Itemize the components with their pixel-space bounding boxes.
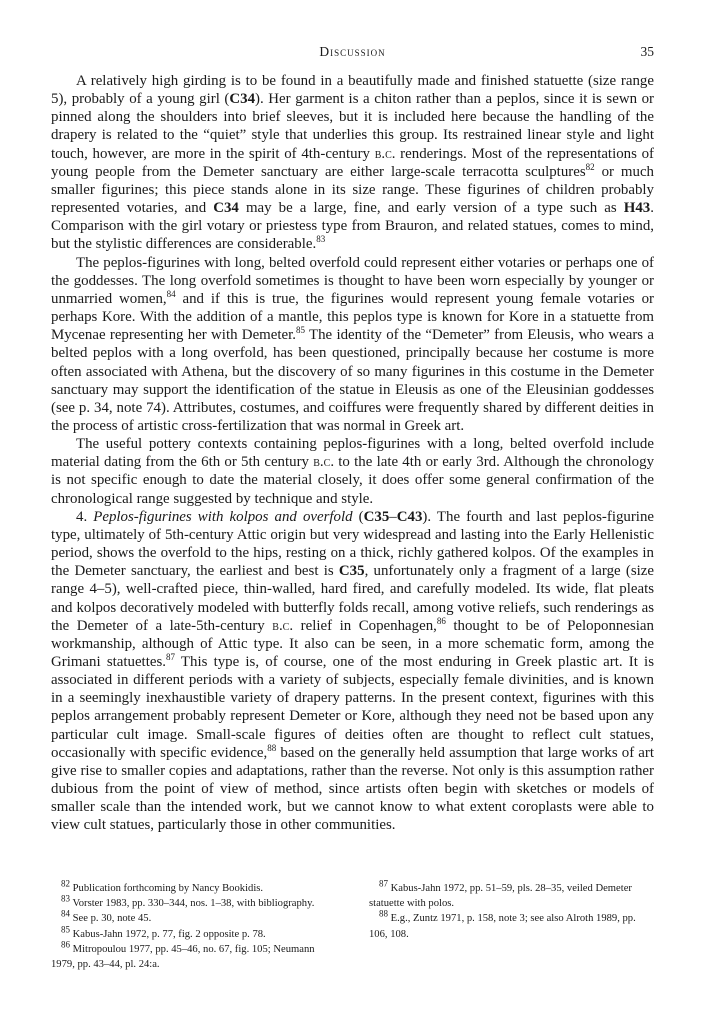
text-run: , unfortunately only a fragment of a large (size range 4–5), well-crafted piece, thin-walled, hard fired, and carefully modeled. Its wide, flat pleats and kolpos decoratively modeled with butterfly folds recall, among votive reliefs, such renderings as the Demeter of a late-5th-century (51, 563, 654, 634)
footnotes-left-column (51, 878, 336, 972)
footnote-text: Publication forthcoming by Nancy Bookidis. (72, 883, 264, 894)
footnote-ref-83: 83 (316, 234, 326, 245)
page-header (51, 38, 654, 60)
text-run: ). Her garment is a chiton rather than a peplos, since it is sewn or pinned along the shoulders into brief sleeves, but it is included here because the handling of the drapery is related to the “quiet” style that underlies this group. Its restrained linear style and light touch, however, are more in the spirit of 4th-century (51, 91, 654, 162)
era-abbrev: b.c. (272, 617, 294, 634)
text-run: and if this is true, the figurines would represent young female votaries or perhaps Kore. With the addition of a mantle, this peplos type is known for Kore in a statuette from Mycenae representing her with Demeter. (51, 290, 654, 344)
text-run: This type is, of course, one of the most enduring in Greek plastic art. It is associated in different periods with a variety of subjects, especially female divinities, and is known in a seemingly inexhaustible variety of drapery patterns. In the present context, figurines with this peplos arrangement probably represent Demeter or Kore, although they need not be based upon any particular cult image. Small-scale figures of deities often are thought to reflect cult statues, occasionally with specific evidence, (51, 654, 654, 761)
text-run: The identity of the “Demeter” from Eleusis, who wears a belted peplos with a long overfold, has been questioned, principally because her costume is more often associated with Athena, but the discovery of so many figurines in this costume in the Demeter sanctuary may support the identification of the statue in Eleusis as one of the Eleusinian goddesses (see p. 34, note 74). Attributes, costumes, and coiffures were frequently shared by different deities in the process of artistic cross-fertilization that was normal in Greek art. (51, 327, 655, 434)
paragraph-3 (51, 435, 654, 508)
text-run: A relatively high girding is to be found in a beautifully made and finished statuette (size range 5), probably of a young girl ( (51, 73, 654, 108)
text-run: may be a large, fine, and early version of a type such as (238, 200, 624, 217)
footnote-87 (369, 878, 654, 911)
catalog-ref-c34: C34 (213, 200, 239, 217)
text-run: ( (352, 508, 364, 525)
catalog-ref-c35: C35 (338, 563, 365, 580)
paragraph-2 (51, 254, 654, 436)
text-run: The peplos-figurines with long, belted overfold could represent either votaries or perhaps one of the goddesses. The long overfold sometimes is thought to have been worn especially by younger or unmarried women, (51, 254, 654, 307)
text-run: to the late 4th or early 3rd. Although the chronology is not specific enough to date the material closely, it does offer some general confirmation of the chronological range suggested by technique and style. (51, 454, 655, 507)
era-abbrev: b.c. (374, 145, 396, 162)
footnote-text: Kabus-Jahn 1972, pp. 51–59, pls. 28–35, veiled Demeter statuette with polos. (369, 883, 632, 910)
footnote-ref-82: 82 (585, 161, 595, 172)
footnote-ref-86: 86 (436, 615, 446, 626)
footnote-83 (51, 893, 336, 911)
footnote-number: 88 (379, 908, 388, 919)
footnote-text: Kabus-Jahn 1972, p. 77, fig. 2 opposite p. 78. (72, 928, 266, 940)
footnote-number: 84 (61, 908, 70, 919)
text-run: renderings. Most of the representations of young people from the Demeter sanctuary are either large-scale terracotta sculptures (51, 145, 654, 180)
footnote-number: 87 (379, 878, 388, 889)
footnote-text: Vorster 1983, pp. 330–344, nos. 1–38, with bibliography. (72, 898, 315, 910)
footnote-number: 86 (61, 939, 70, 950)
text-run: . Comparison with the girl votary or priestess type from Brauron, and related statues, comes to mind, but the stylistic differences are considerable. (51, 200, 654, 253)
footnote-86 (51, 939, 336, 972)
footnote-ref-88: 88 (267, 742, 277, 753)
running-head: Discussion (319, 44, 386, 59)
text-run: based on the generally held assumption that large works of art give rise to smaller copies and adaptations, rather than the reverse. Not only is this assumption rather dubious from the point of view of method, since artists often begin with sketches or models of smaller scale than the intended work, but we cannot know to what extent coroplasts were able to view cult statues, particularly those in other communities. (51, 744, 655, 834)
text-run: The useful pottery contexts containing peplos-figurines with a long, belted overfold include material dating from the 6th or 5th century (51, 436, 654, 471)
text-run: or much smaller figurines; this piece stands alone in its size range. These figurines of children probably represented votaries, and (51, 163, 655, 217)
era-abbrev: b.c. (313, 454, 335, 471)
footnote-number: 83 (61, 893, 70, 904)
footnote-85 (51, 924, 336, 942)
catalog-ref-c35: C35 (363, 508, 390, 525)
footnote-number: 85 (61, 924, 70, 935)
footnote-88 (369, 908, 654, 941)
page (51, 38, 654, 835)
page-number: 35 (640, 44, 654, 59)
paragraph-1 (51, 72, 654, 254)
catalog-ref-c34: C34 (229, 91, 256, 108)
footnote-ref-84: 84 (166, 288, 176, 299)
body-text (51, 72, 654, 835)
footnote-number: 82 (61, 878, 70, 889)
footnotes (51, 878, 654, 972)
text-run: relief in Copenhagen, (293, 617, 437, 634)
footnotes-right-column (369, 878, 654, 972)
text-run: – (389, 508, 397, 525)
footnote-84 (51, 908, 336, 926)
footnote-text: Mitropoulou 1977, pp. 45–46, no. 67, fig. 105; Neumann 1979, pp. 43–44, pl. 24:a. (51, 943, 315, 971)
catalog-ref-c43: C43 (396, 508, 423, 525)
footnote-82 (51, 878, 336, 896)
text-run: ). The fourth and last peplos-figurine type, ultimately of 5th-century Attic origin but very widespread and lasting into the Early Hellenistic period, shows the overfold to the hips, resting on a thick, richly gathered kolpos. Of the examples in the Demeter sanctuary, the earliest and best is (51, 508, 654, 580)
section-heading-inline: Peplos-figurines with kolpos and overfold (93, 508, 353, 525)
footnote-ref-85: 85 (295, 325, 305, 336)
paragraph-4 (51, 508, 654, 835)
footnote-ref-87: 87 (165, 652, 175, 663)
text-run: thought to be of Peloponnesian workmanship, although of Attic type. It also can be seen, in a more schematic form, among the Grimani statuettes. (51, 617, 654, 670)
catalog-ref-h43: H43 (623, 200, 651, 217)
text-run: 4. (76, 508, 94, 525)
footnote-text: E.g., Zuntz 1971, p. 158, note 3; see also Alroth 1989, pp. 106, 108. (369, 913, 636, 940)
footnote-text: See p. 30, note 45. (72, 913, 152, 925)
